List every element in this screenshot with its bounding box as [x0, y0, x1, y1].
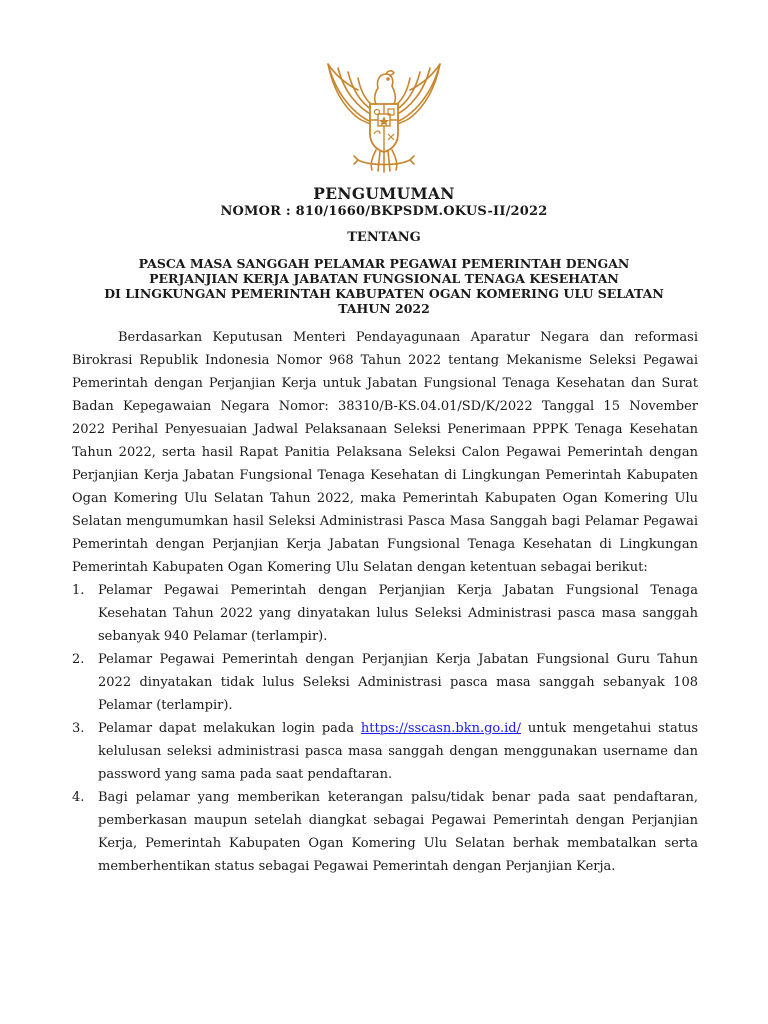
- subject-heading: [0, 256, 768, 316]
- item-number: 4.: [72, 790, 85, 805]
- item-number: 3.: [72, 721, 85, 736]
- tentang-heading: TENTANG: [347, 230, 421, 245]
- subject-line: DI LINGKUNGAN PEMERINTAH KABUPATEN OGAN KOMERING ULU SELATAN: [104, 286, 664, 301]
- item-text-after-link: untuk mengetahui status kelulusan seleksi administrasi pasca masa sanggah dengan menggunakan username dan password yang sama pada saat pendaftaran.: [98, 721, 698, 782]
- subject-line: PASCA MASA SANGGAH PELAMAR PEGAWAI PEMERINTAH DENGAN: [138, 256, 630, 271]
- document-title: PENGUMUMAN: [313, 184, 455, 203]
- list-item: [72, 717, 698, 786]
- garuda-emblem-icon: [314, 54, 454, 178]
- provisions-list: [72, 579, 698, 878]
- document-number: NOMOR : 810/1660/BKPSDM.OKUS-II/2022: [220, 204, 548, 219]
- item-text: Pelamar Pegawai Pemerintah dengan Perjanjian Kerja Jabatan Fungsional Tenaga Kesehatan Tahun 2022 yang dinyatakan lulus Seleksi Administrasi pasca masa sanggah sebanyak 940 Pelamar (terlampir).: [98, 583, 698, 644]
- intro-paragraph: Berdasarkan Keputusan Menteri Pendayagunaan Aparatur Negara dan reformasi Birokrasi Republik Indonesia Nomor 968 Tahun 2022 tentang Mekanisme Seleksi Pegawai Pemerintah dengan Perjanjian Kerja untuk Jabatan Fungsional Tenaga Kesehatan dan Surat Badan Kepegawaian Negara Nomor: 38310/B-KS.04.01/SD/K/2022 Tanggal 15 November 2022 Perihal Penyesuaian Jadwal Pelaksanaan Seleksi Penerimaan PPPK Tenaga Kesehatan Tahun 2022, serta hasil Rapat Panitia Pelaksana Seleksi Calon Pegawai Pemerintah dengan Perjanjian Kerja Jabatan Fungsional Tenaga Kesehatan di Lingkungan Pemerintah Kabupaten Ogan Komering Ulu Selatan Tahun 2022, maka Pemerintah Kabupaten Ogan Komering Ulu Selatan mengumumkan hasil Seleksi Administrasi Pasca Masa Sanggah bagi Pelamar Pegawai Pemerintah dengan Perjanjian Kerja Jabatan Fungsional Tenaga Kesehatan di Lingkungan Pemerintah Kabupaten Ogan Komering Ulu Selatan dengan ketentuan sebagai berikut:: [72, 330, 698, 575]
- document-body: [72, 326, 698, 878]
- list-item: [72, 648, 698, 717]
- subject-line: PERJANJIAN KERJA JABATAN FUNGSIONAL TENAGA KESEHATAN: [149, 271, 619, 286]
- item-text: [98, 717, 698, 786]
- item-text-before-link: Pelamar dapat melakukan login pada: [98, 721, 355, 736]
- subject-line: TAHUN 2022: [338, 301, 430, 316]
- item-text: Pelamar Pegawai Pemerintah dengan Perjanjian Kerja Jabatan Fungsional Guru Tahun 2022 dinyatakan tidak lulus Seleksi Administrasi pasca masa sanggah sebanyak 108 Pelamar (terlampir).: [98, 652, 698, 713]
- list-item: [72, 579, 698, 648]
- item-text: Bagi pelamar yang memberikan keterangan palsu/tidak benar pada saat pendaftaran, pemberkasan maupun setelah diangkat sebagai Pegawai Pemerintah dengan Perjanjian Kerja, Pemerintah Kabupaten Ogan Komering Ulu Selatan berhak membatalkan serta memberhentikan status sebagai Pegawai Pemerintah dengan Perjanjian Kerja.: [98, 790, 698, 874]
- sscasn-link[interactable]: https://sscasn.bkn.go.id/: [360, 721, 521, 736]
- item-number: 1.: [72, 583, 85, 598]
- list-item: [72, 786, 698, 878]
- item-number: 2.: [72, 652, 85, 667]
